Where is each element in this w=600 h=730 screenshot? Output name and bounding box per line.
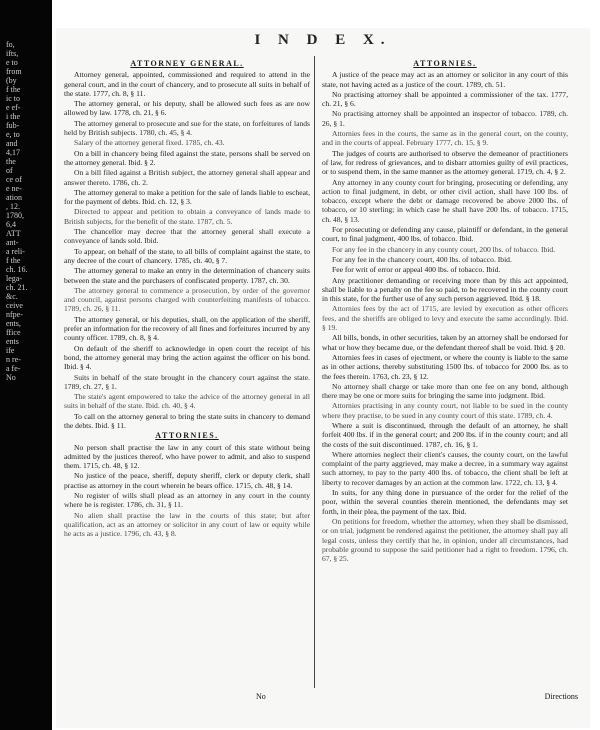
facing-page-fragment [6, 40, 46, 680]
facing-page-line: e ef- [6, 103, 21, 112]
facing-page-line: a reli- [6, 247, 25, 256]
facing-page-line: of [6, 166, 13, 175]
index-entry: No attorney shall charge or take more than one fee on any bond, although there may be one or more suits for bringing the same into judgment. Ibid. [322, 381, 568, 401]
book-gutter-shadow [0, 0, 52, 730]
index-entry: No practising attorney shall be appointed an inspector of tobacco. 1789, ch. 26, § 1. [322, 109, 568, 128]
index-entry: In suits, for any thing done in pursuance of the order for the relief of the poor, within the several counties therein mentioned, the defendants may set forth, in their plea, the payment of the tax. Ibid. [322, 488, 568, 516]
index-entry: No register of wills shall plead as an attorney in any court in the county where he is register. 1786, ch. 31, § 11. [64, 491, 310, 510]
facing-page-line: e ne- [6, 184, 22, 193]
facing-page-line: 6,4 [6, 220, 16, 229]
right-column [322, 58, 568, 688]
column-rule [314, 56, 315, 688]
index-entry: To call on the attorney general to bring the state suits in chancery to demand the debts. Ibid. § 11. [64, 411, 310, 430]
index-entry: The attorney general to commence a prosecution, by order of the governor and council, against persons charged with counterfeiting manifests of tobacco. 1789, ch. 26, § 11. [64, 285, 310, 314]
index-entry: For any fee in the chancery in any county court, 200 lbs. of tobacco. Ibid. [332, 244, 556, 254]
index-entry: Fee for writ of error or appeal 400 lbs. of tobacco. Ibid. [332, 265, 501, 275]
index-entry: Where a suit is discontinued, through the default of an attorney, he shall forfeit 400 lbs. if in the general court; and 200 lbs. if in the county court; and all the costs of the suit discontinued. 1787, ch. 16, § 1. [322, 420, 568, 449]
facing-page-line: a fe- [6, 364, 21, 373]
index-entry: The attorney general, or his deputies, shall, on the application of the sheriff, prefer an information for the recovery of all fines and forfeitures incurred by any county officer. 1789, ch. 8, § 4. [64, 314, 310, 343]
section-heading-attorney-general: ATTORNEY GENERAL. [130, 59, 244, 68]
facing-page-line: the [6, 157, 16, 166]
facing-page-line: ffice [6, 328, 21, 337]
index-entry: Attornies fees in the courts, the same as in the general court, on the county, and in the courts of appeal. February 1777, ch. 15, § 9. [322, 129, 568, 148]
facing-page-line: f the [6, 256, 21, 265]
facing-page-line: ch. 21. [6, 283, 28, 292]
facing-page-line: ife [6, 346, 15, 355]
right-paragraphs [322, 70, 568, 563]
index-entry: The attorney general, or his deputy, shall be allowed such fees as are now allowed by law. 1778, ch. 21, § 6. [64, 99, 310, 118]
index-entry: The attorney general to make a petition for the sale of lands liable to escheat, for the payment of debts. Ibid. ch. 12, § 3. [64, 187, 310, 207]
facing-page-line: e to [6, 58, 18, 67]
index-entry: For any fee in the chancery court, 400 lbs. of tobacco. Ibid. [332, 254, 512, 264]
index-entry: Directed to appear and petition to obtain a conveyance of lands made to British subjects, for the benefit of the state. 1787, ch. 5. [64, 207, 310, 226]
section-heading-attornies-right: ATTORNIES. [413, 59, 477, 68]
index-entry: Where attornies neglect their client's causes, the county court, on the lawful complaint of the party aggrieved, may make a decree, in a summary way against such attorney, to pay to the party 400 lbs. of tobacco, the client shall be left at liberty to recover damages by an action at the common law. 1722, ch. 13, § 4. [322, 449, 568, 487]
catchword-right: Directions [544, 692, 578, 701]
index-entry: The attorney general to make an entry in the determination of chancery suits between the state and the purchasers of confiscated property. 1787, ch. 30. [64, 266, 310, 285]
facing-page-line: 1780, [6, 211, 24, 220]
facing-page-line: , 12. [6, 202, 20, 211]
index-entry: Attornies practising in any county court, not liable to be sued in the county where they practise, to be sued in any county court of this state. 1789, ch. 4. [322, 401, 568, 420]
index-entry: A justice of the peace may act as an attorney or solicitor in any court of this state, not having acted as a justice of the court. 1789, ch. 51. [322, 70, 568, 89]
index-entry: Attornies fees in cases of ejectment, or where the county is liable to the same as in other actions, thereby substituting 1500 lbs. of tobacco for 2000 lbs. as to the fees therein. 1763, ch. 23, § 12. [322, 352, 568, 381]
facing-page-line: ch. 16. [6, 265, 28, 274]
facing-page-line: ceive [6, 301, 23, 310]
facing-page-line: ATT [6, 229, 21, 238]
facing-page-line: ant- [6, 238, 19, 247]
facing-page-line: ic to [6, 94, 20, 103]
facing-page-line: fo, [6, 40, 15, 49]
facing-page-line: ents [6, 337, 19, 346]
section-heading-attornies: ATTORNIES. [155, 431, 219, 441]
index-entry: No justice of the peace, sheriff, deputy sheriff, clerk or deputy clerk, shall practise as attorney in the court wherein he bears office. 1715, ch. 48, § 14. [64, 471, 310, 490]
facing-page-line: nfpe- [6, 310, 23, 319]
index-entry: To appear, on behalf of the state, to all bills of complaint against the state, to any decree of the court of chancery. 1785, ch. 40, § 7. [64, 246, 310, 265]
facing-page-line: ifts, [6, 49, 19, 58]
facing-page-line: e, to [6, 130, 20, 139]
index-entry: The attorney general to prosecute and sue for the state, on forfeitures of lands held by British subjects. 1780, ch. 45, § 4. [64, 118, 310, 138]
index-entry: Any attorney in any county court for bringing, prosecuting or defending, any action to final judgment, in debt, or other civil action, shall have 100 lbs. of tobacco, except where the debt or damage recovered be above 2000 lbs. of tobacco, or 10 sterling; in which case he shall have 200 lbs. of tobacco. 1715, ch. 48, § 13. [322, 177, 568, 224]
facing-page-line: ation [6, 193, 22, 202]
index-entry: No person shall practise the law in any court of this state without being admitted by the justices thereof, who have power to admit, and also to suspend them. 1715, ch. 48, § 12. [64, 442, 310, 471]
facing-page-line: 4,17 [6, 148, 20, 157]
index-entry: Attornies fees by the act of 1715, are levied by execution as other officers fees, and the sheriffs are obliged to levy and execute the same accordingly. Ibid. § 19. [322, 304, 568, 333]
index-entry: On default of the sheriff to acknowledge in open court the receipt of his bond, the attorney general may bring the action against the officer on his bond. Ibid. § 4. [64, 343, 310, 372]
index-entry: The judges of courts are authorised to observe the demeanor of practitioners of law, for redress of grievances, and to disbarr attornies guilty of evil practices, or to suspend them, in the same manner as the attorney general. 1719, ch. 4, § 2. [322, 148, 568, 177]
facing-page-line: fub- [6, 121, 20, 130]
facing-page-line: &c. [6, 292, 18, 301]
facing-page-line: from [6, 67, 22, 76]
index-entry: Salary of the attorney general fixed. 1785, ch. 43. [74, 138, 225, 148]
index-entry: No practising attorney shall be appointed a commissioner of the tax. 1777, ch. 21, § 6. [322, 89, 568, 109]
index-entry: On a bill filed against a British subject, the attorney general shall appear and answer thereto. 1786, ch. 2. [64, 168, 310, 187]
index-entry: For prosecuting or defending any cause, plaintiff or defendant, in the general court, to final judgment, 400 lbs. of tobacco. Ibid. [322, 225, 568, 244]
index-entry: Suits in behalf of the state brought in the chancery court against the state. 1789, ch. 27, § 1. [64, 372, 310, 391]
facing-page-line: f the [6, 85, 21, 94]
left-paragraphs-continued [64, 443, 310, 539]
index-entry: The state's agent empowered to take the advice of the attorney general in all suits in behalf of the state. Ibid. ch. 40, § 4. [64, 392, 310, 411]
facing-page-line: and [6, 139, 18, 148]
catchword-left: No [256, 692, 266, 701]
index-entry: No alien shall practise the law in the courts of this state; but after qualification, act as an attorney or solicitor in any court of law or equity while he acts as a justice. 1796, ch. 43, § 8. [64, 510, 310, 539]
index-entry: On a bill in chancery being filed against the state, persons shall be served on the attorney general. Ibid. § 2. [64, 148, 310, 167]
facing-page-line: i the [6, 112, 20, 121]
facing-page-line: (by [6, 76, 17, 85]
left-paragraphs [64, 70, 310, 430]
facing-page-line: No [6, 373, 16, 382]
index-entry: Attorney general, appointed, commissioned and required to attend in the general court, and in the court of chancery, and to prosecute all suits in behalf of the state. 1777, ch. 8, § 11. [64, 70, 310, 98]
index-page [56, 28, 590, 728]
facing-page-line: ce of [6, 175, 22, 184]
index-entry: All bills, bonds, in other securities, taken by an attorney shall be endorsed for what or how they became due, or the defendant thereof shall be void. Ibid. § 20. [322, 333, 568, 352]
facing-page-line: ents, [6, 319, 21, 328]
index-entry: The chancellor may decree that the attorney general shall execute a conveyance of lands sold. Ibid. [64, 227, 310, 246]
left-column [64, 58, 310, 688]
index-entry: Any practitioner demanding or receiving more than by this act appointed, shall be liable to a penalty on the fee so paid, to be recovered in the county court in this state, for the further use of any such person aggrieved. Ibid. § 18. [322, 275, 568, 304]
facing-page-line: lega- [6, 274, 22, 283]
facing-page-line: n re- [6, 355, 21, 364]
running-head: I N D E X. [254, 32, 392, 48]
index-entry: On petitions for freedom, whether the attorney, when they shall be dismissed, or on trial, judgment be rendered against the petitioner, the attorney shall pay all legal costs, unless they certify that he, in opinion, under all circumstances, had probable ground to suppose the said petitioner had a right to freedom. 1796, ch. 67, § 25. [322, 516, 568, 564]
